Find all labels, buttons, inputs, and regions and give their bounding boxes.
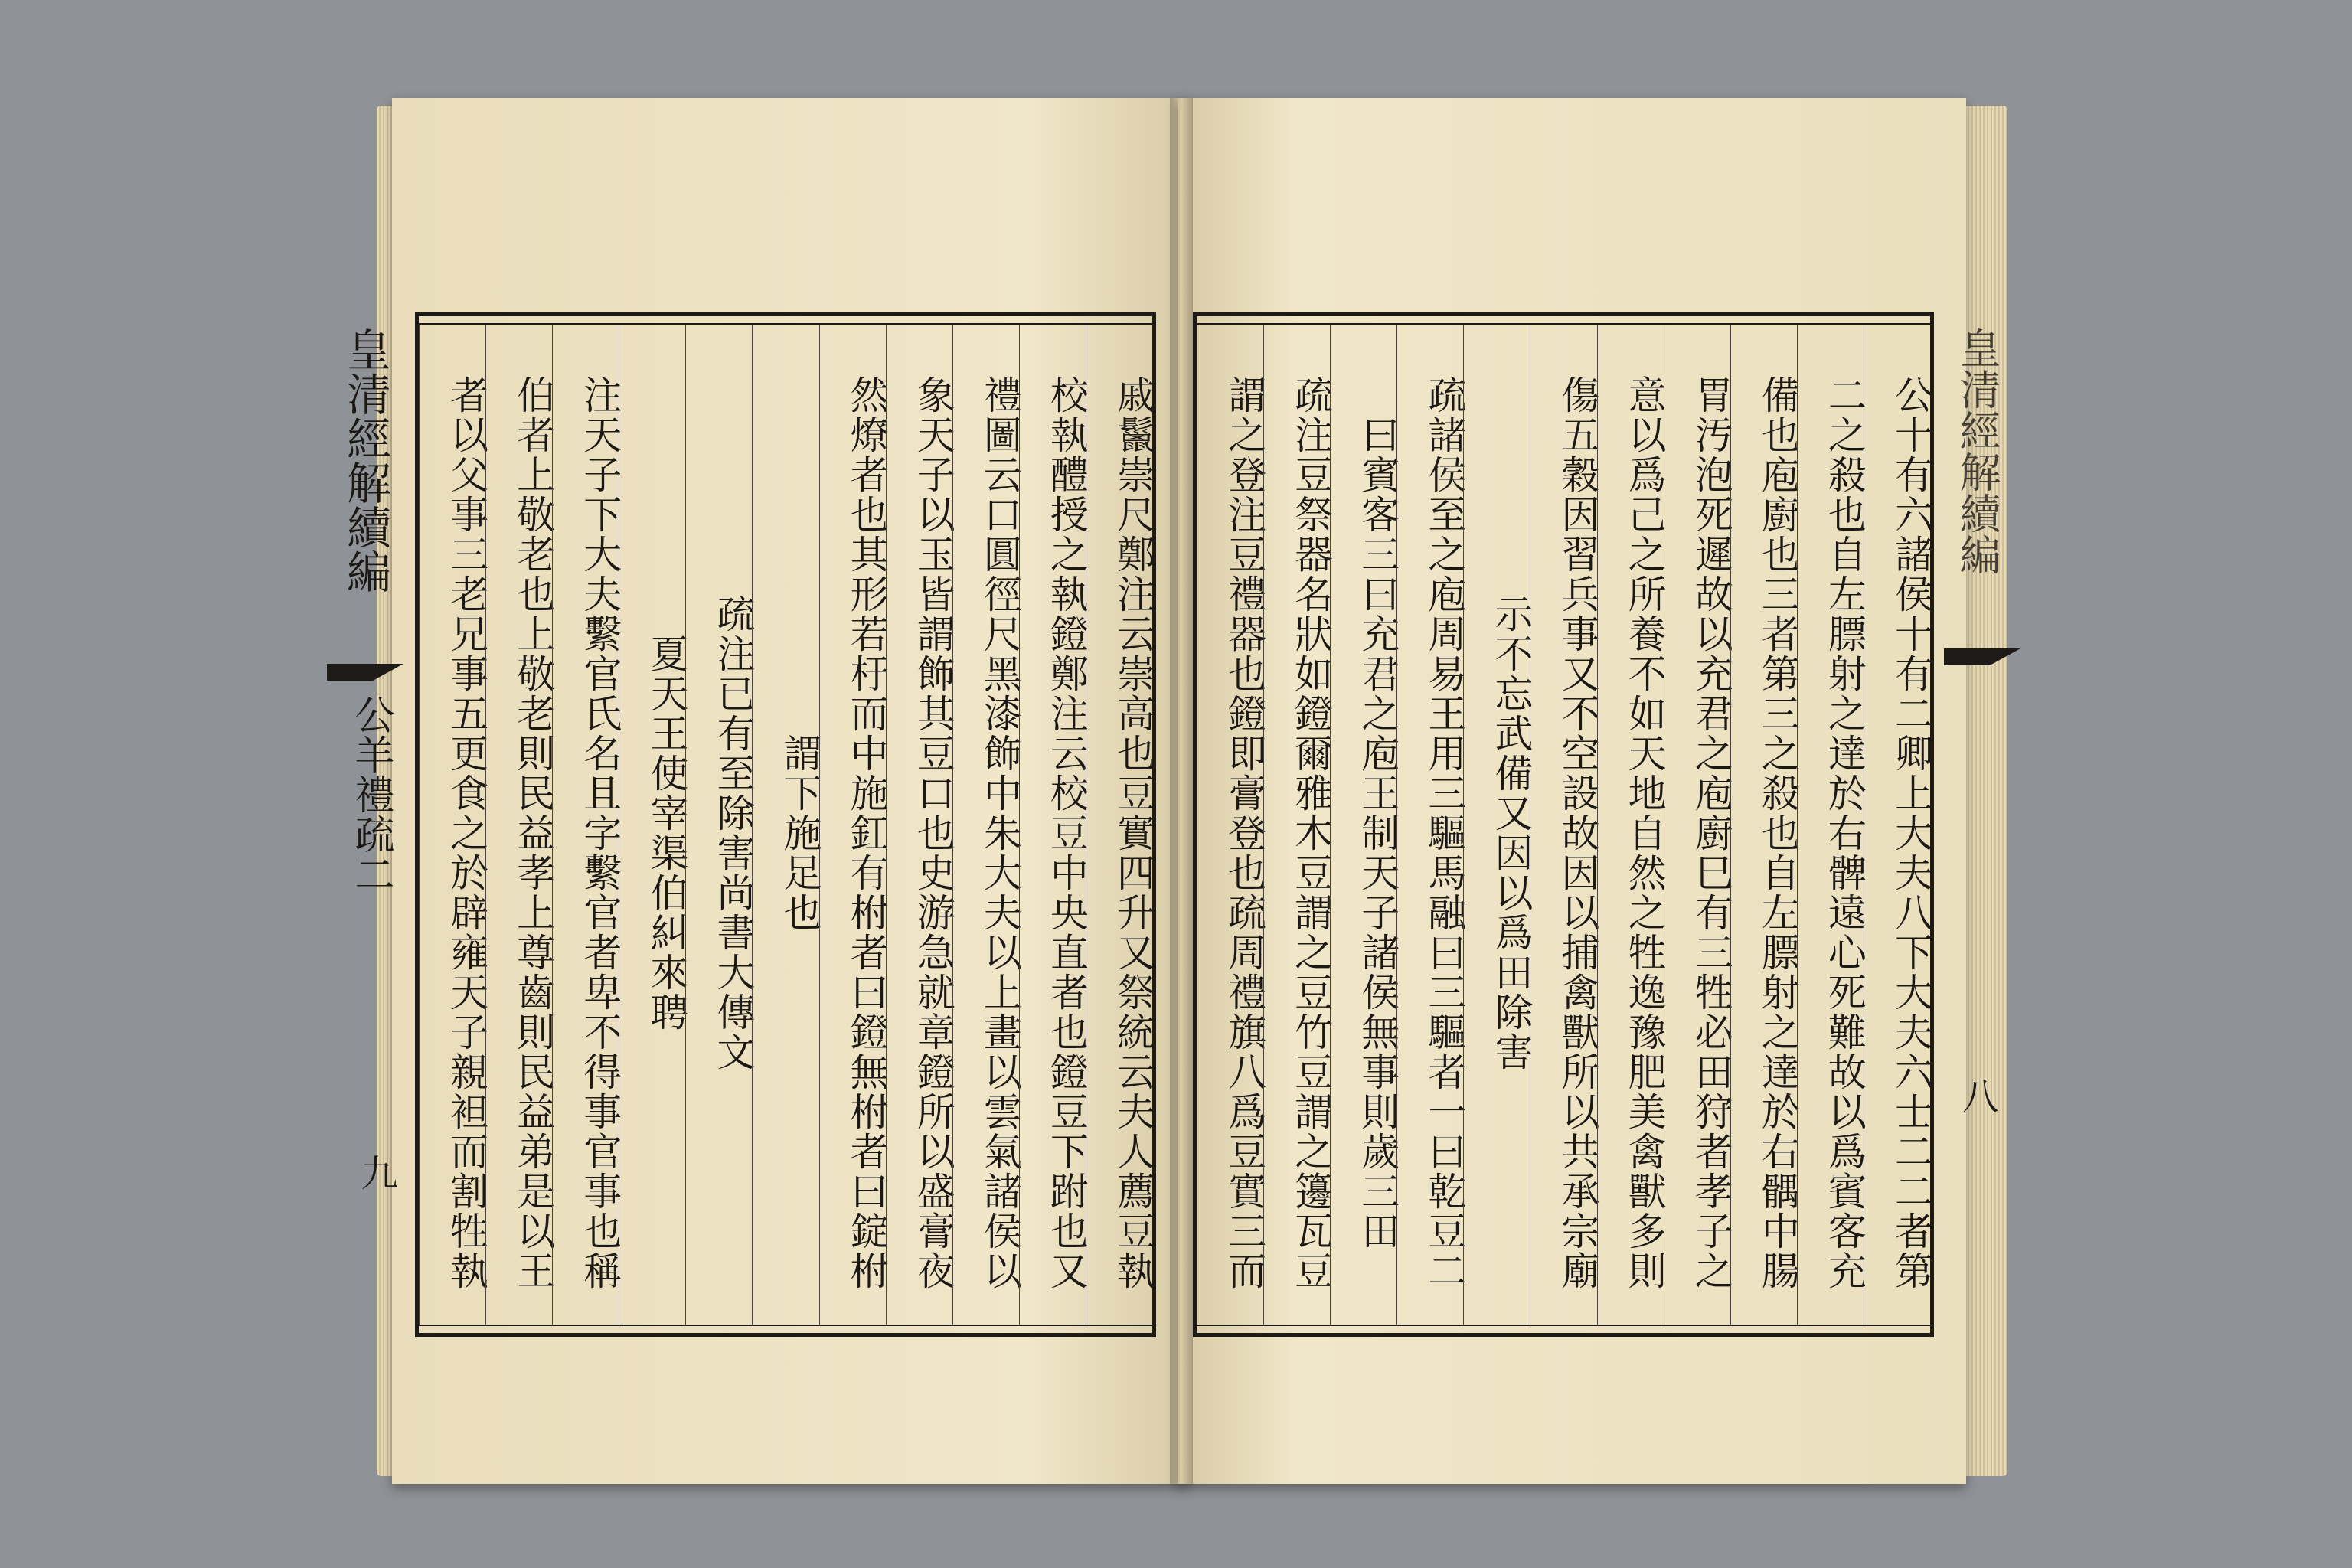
right-text-frame bbox=[1193, 312, 2001, 1337]
text-column: 注天子下大夫繫官氏名且字繫官者卑不得事官事也稱 bbox=[552, 325, 619, 1325]
text-column: 者以父事三老兄事五更食之於辟雍天子親袒而割牲執 bbox=[419, 325, 485, 1325]
right-columns bbox=[1197, 325, 1933, 1325]
margin-title: 皇清經解續編 bbox=[1953, 327, 2001, 575]
text-column: 疏諸侯至之庖周易王用三驅馬融曰三驅者一曰乾豆二 bbox=[1396, 325, 1463, 1325]
page-number: 九 bbox=[354, 1154, 397, 1191]
text-column: 傷五穀因習兵事又不空設故因以捕禽獸所以共承宗廟 bbox=[1530, 325, 1596, 1325]
open-book bbox=[339, 83, 2038, 1522]
text-column: 胃汚泡死遲故以充君之庖廚巳有三牲必田狩者孝子之 bbox=[1664, 325, 1730, 1325]
text-column: 二之殺也自左膘射之達於右髀遠心死難故以爲賓客充 bbox=[1797, 325, 1864, 1325]
text-column: 夏天王使宰渠伯糾來聘 bbox=[619, 325, 685, 1325]
text-column: 謂下施足也 bbox=[752, 325, 818, 1325]
margin-subtitle: 公羊禮疏二 bbox=[348, 694, 394, 893]
text-column: 戚鬣崇尺鄭注云崇高也豆實四升又祭統云夫人薦豆執 bbox=[1086, 325, 1152, 1325]
book-gutter bbox=[1170, 98, 1193, 1484]
text-column: 示不忘武備又因以爲田除害 bbox=[1463, 325, 1530, 1325]
text-column: 疏注已有至除害尚書大傳文 bbox=[685, 325, 752, 1325]
text-column: 謂之登注豆禮器也鐙即膏登也疏周禮旗八爲豆實三而 bbox=[1197, 325, 1263, 1325]
text-column: 禮圖云口圓徑尺黑漆飾中朱大夫以上畫以雲氣諸侯以 bbox=[952, 325, 1019, 1325]
text-column: 疏注豆祭器名狀如鐙爾雅木豆謂之豆竹豆謂之籩瓦豆 bbox=[1263, 325, 1330, 1325]
left-columns bbox=[419, 325, 1155, 1325]
text-column: 伯者上敬老也上敬老則民益孝上尊齒則民益弟是以王 bbox=[485, 325, 552, 1325]
fish-tail-mark bbox=[327, 664, 403, 681]
text-column: 備也庖廚也三者第三之殺也自左膘射之達於右髃中腸 bbox=[1730, 325, 1797, 1325]
page-number: 八 bbox=[1955, 1077, 1998, 1114]
right-page-margin bbox=[1935, 312, 2020, 1336]
text-column: 曰賓客三曰充君之庖王制天子諸侯無事則歲三田 bbox=[1330, 325, 1396, 1325]
text-column: 公十有六諸侯十有二卿上大夫八下大夫六士二二者第 bbox=[1864, 325, 1930, 1325]
left-page-margin bbox=[327, 312, 413, 1336]
fish-tail-mark bbox=[1944, 648, 2020, 665]
text-column: 然燎者也其形若杅而中施釭有柎者曰鐙無柎者曰錠柎 bbox=[819, 325, 886, 1325]
margin-title: 皇清經解續編 bbox=[339, 327, 391, 593]
left-text-frame bbox=[339, 312, 1156, 1337]
text-column: 象天子以玉皆謂飾其豆口也史游急就章鐙所以盛膏夜 bbox=[886, 325, 952, 1325]
text-column: 意以爲己之所養不如天地自然之牲逸豫肥美禽獸多則 bbox=[1597, 325, 1664, 1325]
text-column: 校執醴授之執鐙鄭注云校豆中央直者也鐙豆下跗也又 bbox=[1019, 325, 1086, 1325]
